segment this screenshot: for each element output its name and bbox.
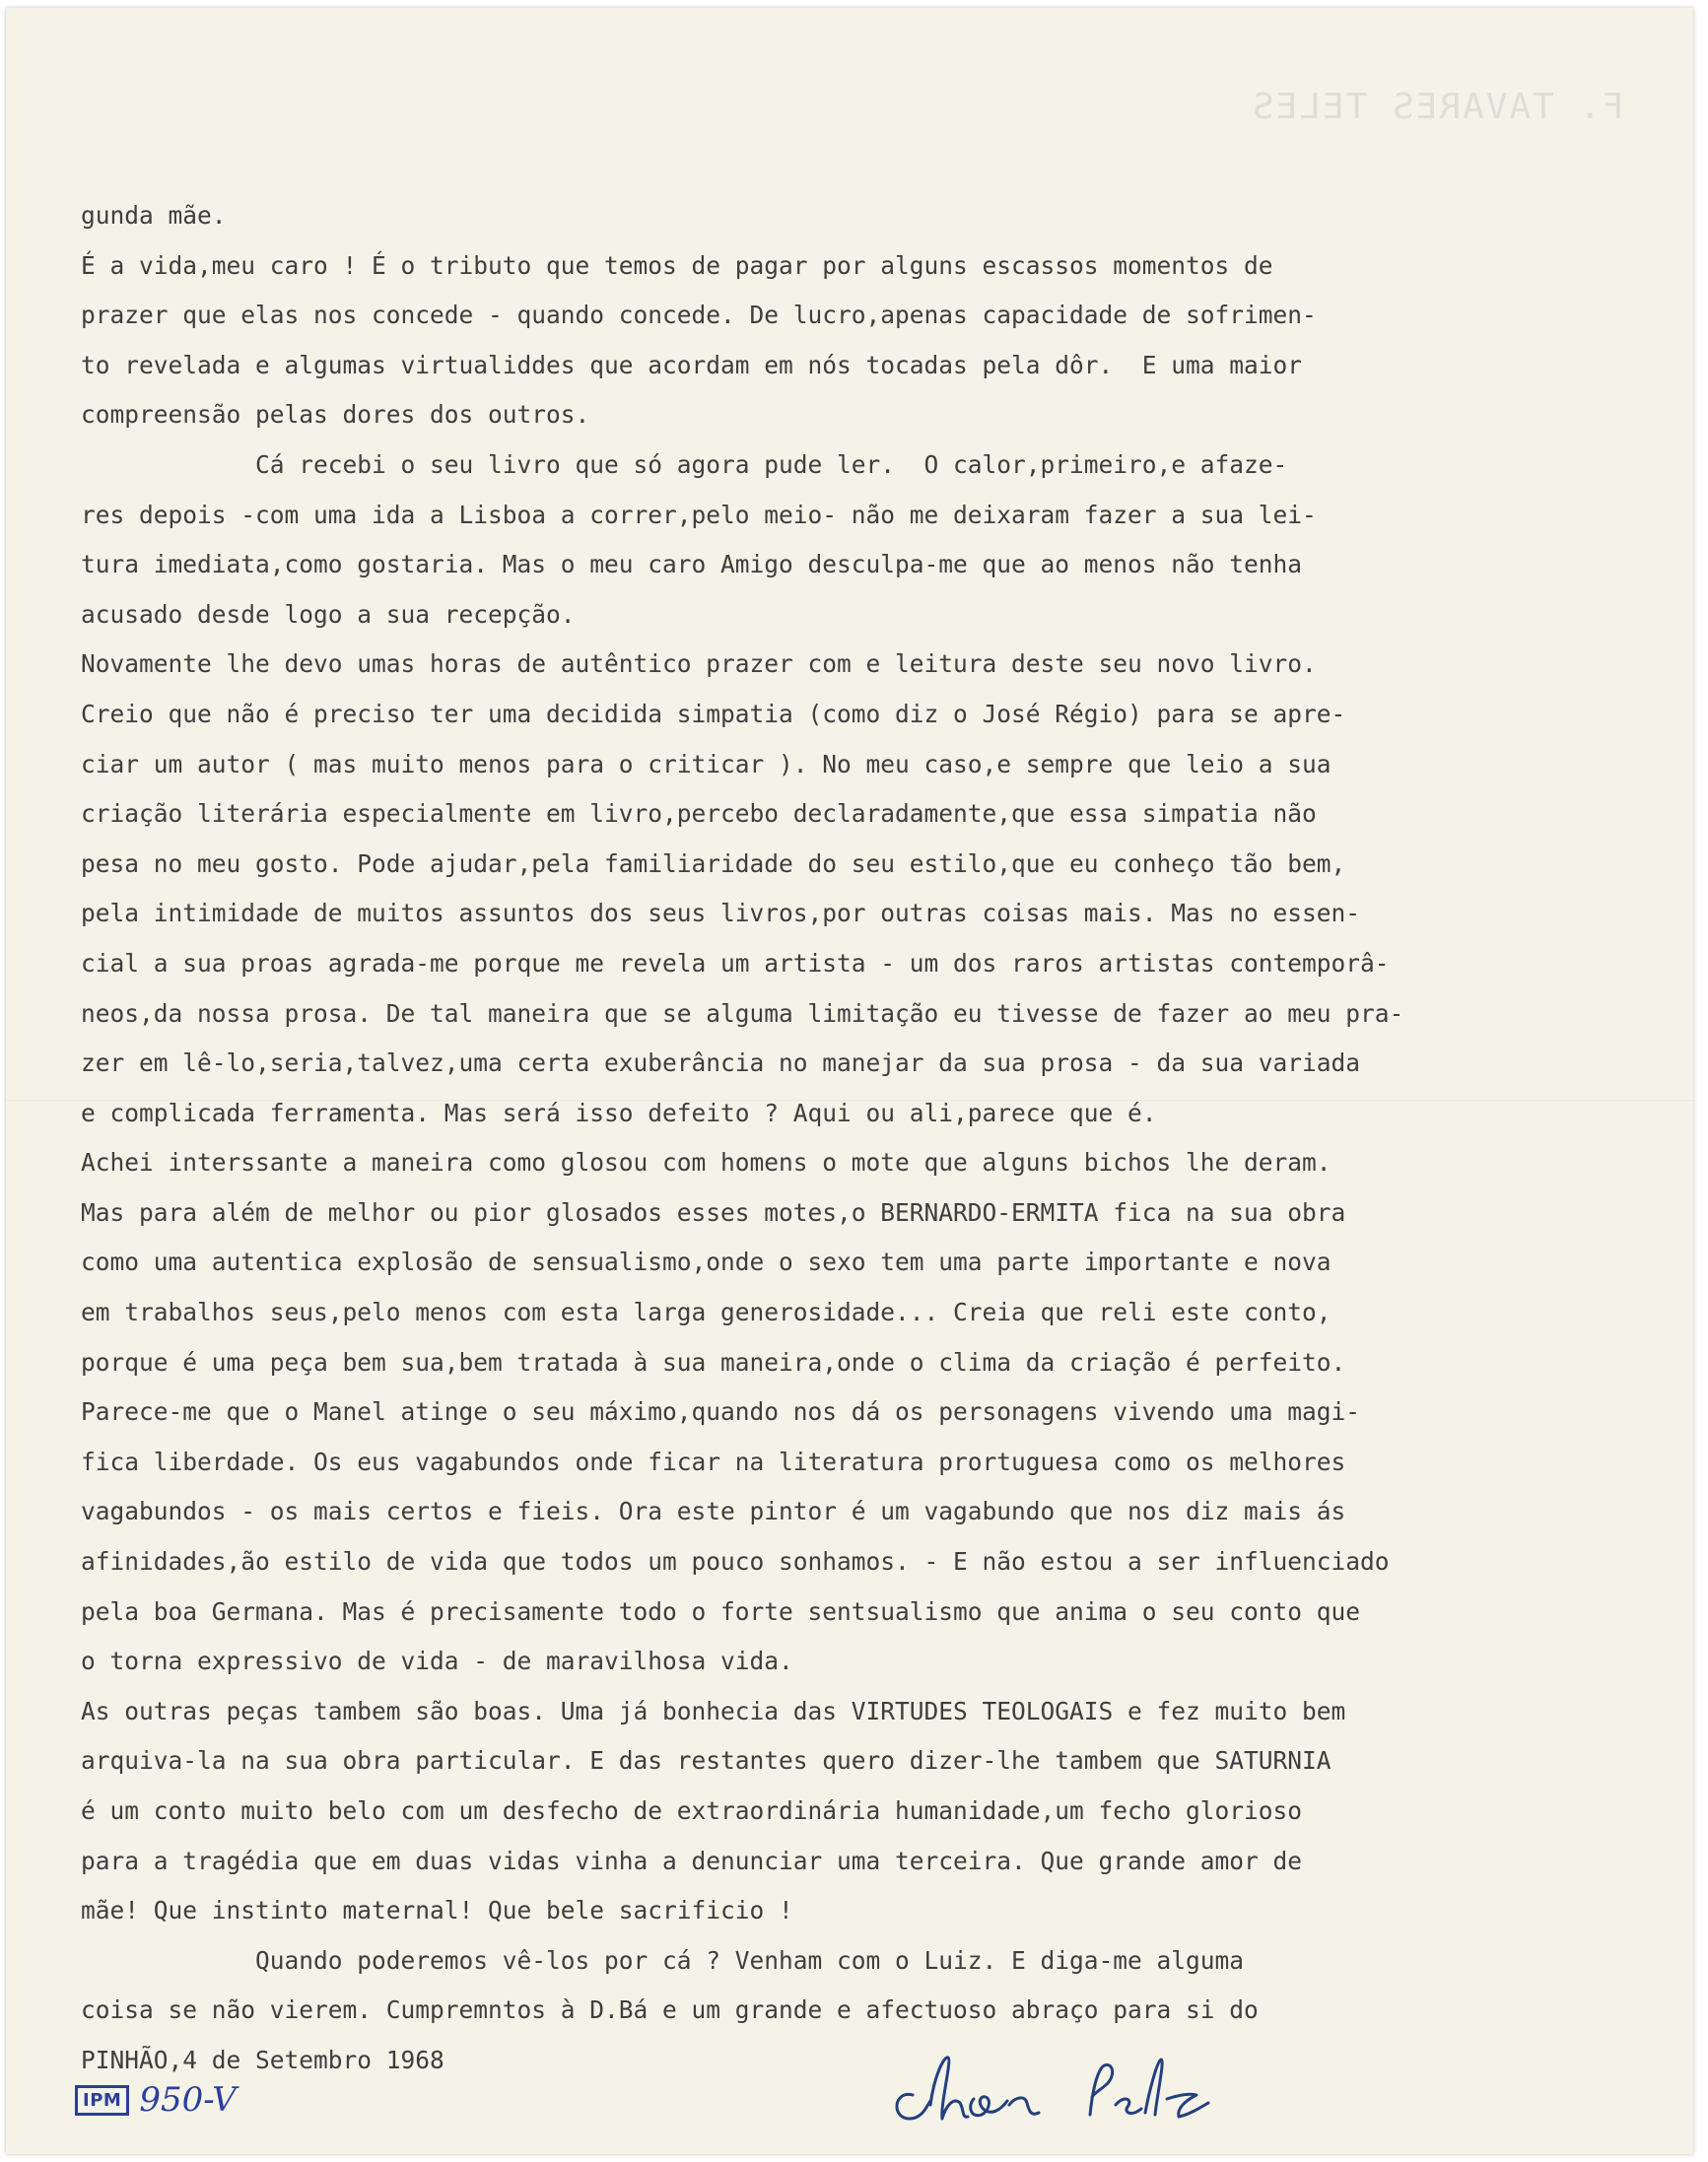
letter-line: pela boa Germana. Mas é precisamente todo o forte sentsualismo que anima o seu conto que (81, 1596, 1361, 1626)
letter-line: Parece-me que o Manel atinge o seu máximo,quando nos dá os personagens vivendo uma magi- (81, 1397, 1361, 1427)
letter-line: As outras peças tambem são boas. Uma já bonhecia das VIRTUDES TEOLOGAIS e fez muito bem (81, 1696, 1346, 1725)
letter-line: afinidades,ão estilo de vida que todos um pouco sonhamos. - E não estou a ser influenciado (81, 1547, 1390, 1577)
letter-line: criação literária especialmente em livro,percebo declaradamente,que essa simpatia não (81, 799, 1317, 829)
letter-line: coisa se não vierem. Cumpremntos à D.Bá e um grande e afectuoso abraço para si do (81, 1995, 1259, 2025)
letter-line: o torna expressivo de vida - de maravilhosa vida. (81, 1647, 793, 1676)
handwritten-signature (883, 2036, 1218, 2129)
letterhead-bleedthrough: F. TAVARES TELES (1251, 87, 1624, 127)
letter-line: Quando poderemos vê-los por cá ? Venham com o Luiz. E diga-me alguma (81, 1945, 1245, 1975)
letter-line: fica liberdade. Os eus vagabundos onde ficar na literatura prortuguesa como os melhores (81, 1447, 1346, 1476)
letter-line: para a tragédia que em duas vidas vinha a denunciar uma terceira. Que grande amor de (81, 1846, 1303, 1875)
letter-line: porque é uma peça bem sua,bem tratada à sua maneira,onde o clima da criação é perfeito. (81, 1347, 1346, 1377)
letter-body (81, 191, 1658, 2086)
archive-stamp (75, 2080, 237, 2120)
letter-line: gunda mãe. (81, 201, 227, 230)
letter-line: em trabalhos seus,pelo menos com esta larga generosidade... Creia que reli este conto, (81, 1298, 1332, 1327)
letter-line: Cá recebi o seu livro que só agora pude ler. O calor,primeiro,e afaze- (81, 449, 1288, 479)
archive-stamp-label: IPM (75, 2085, 129, 2116)
archive-reference-number: 950-V (139, 2080, 237, 2120)
letter-line: pela intimidade de muitos assuntos dos seus livros,por outras coisas mais. Mas no essen- (81, 899, 1361, 928)
letter-line: Creio que não é preciso ter uma decidida simpatia (como diz o José Régio) para se apre- (81, 699, 1346, 728)
letter-line: mãe! Que instinto maternal! Que bele sacrificio ! (81, 1896, 793, 1926)
letter-line: ciar um autor ( mas muito menos para o criticar ). No meu caso,e sempre que leio a sua (81, 749, 1332, 778)
letter-line: res depois -com uma ida a Lisboa a correr,pelo meio- não me deixaram fazer a sua lei- (81, 500, 1317, 529)
letter-line: neos,da nossa prosa. De tal maneira que se alguma limitação eu tivesse de fazer ao meu pra- (81, 998, 1404, 1028)
letter-line: acusado desde logo a sua recepção. (81, 599, 576, 629)
letter-line: pesa no meu gosto. Pode ajudar,pela familiaridade do seu estilo,que eu conheço tão bem, (81, 848, 1346, 878)
letter-line: compreensão pelas dores dos outros. (81, 400, 590, 430)
letter-line: e complicada ferramenta. Mas será isso defeito ? Aqui ou ali,parece que é. (81, 1098, 1157, 1127)
letter-line: prazer que elas nos concede - quando concede. De lucro,apenas capacidade de sofrimen- (81, 301, 1317, 330)
letter-line: Novamente lhe devo umas horas de autêntico prazer com e leitura deste seu novo livro. (81, 649, 1317, 679)
letter-line: é um conto muito belo com um desfecho de extraordinária humanidade,um fecho glorioso (81, 1796, 1303, 1825)
letter-line: arquiva-la na sua obra particular. E das restantes quero dizer-lhe tambem que SATURNIA (81, 1746, 1332, 1776)
letter-line: Achei interssante a maneira como glosou com homens o mote que alguns bichos lhe deram. (81, 1148, 1332, 1178)
letter-page (6, 8, 1693, 2154)
letter-line: Mas para além de melhor ou pior glosados esses motes,o BERNARDO-ERMITA fica na sua obra (81, 1197, 1346, 1227)
letter-line: É a vida,meu caro ! É o tributo que temos de pagar por alguns escassos momentos de (81, 250, 1273, 280)
letter-line: to revelada e algumas virtualiddes que acordam em nós tocadas pela dôr. E uma maior (81, 350, 1303, 379)
letter-line: zer em lê-lo,seria,talvez,uma certa exuberância no manejar da sua prosa - da sua variada (81, 1048, 1361, 1078)
letter-line: tura imediata,como gostaria. Mas o meu caro Amigo desculpa-me que ao menos não tenha (81, 550, 1303, 579)
letter-line: cial a sua proas agrada-me porque me revela um artista - um dos raros artistas contemporâ- (81, 948, 1390, 978)
letter-line: como uma autentica explosão de sensualismo,onde o sexo tem uma parte importante e nova (81, 1248, 1332, 1277)
letter-line: vagabundos - os mais certos e fieis. Ora este pintor é um vagabundo que nos diz mais ás (81, 1497, 1346, 1526)
letter-line: PINHÃO,4 de Setembro 1968 (81, 2045, 444, 2074)
